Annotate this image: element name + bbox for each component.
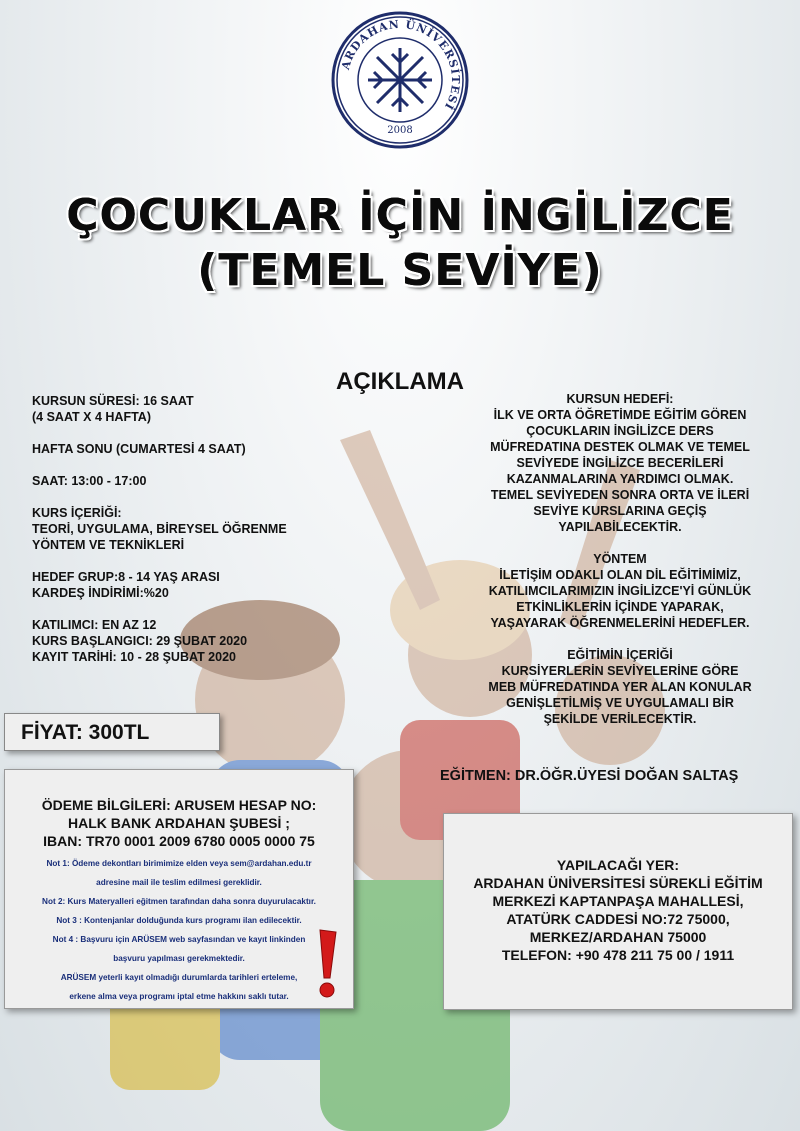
- method-block: YÖNTEM İLETİŞİM ODAKLI OLAN DİL EĞİTİMİMİZ, KATILIMCILARIMIZIN İNGİLİZCE'Yİ GÜNLÜK ETKİNLİKLERİN İÇİNDE YAPARAK, YAŞAYARAK ÖĞRENMELERİNİ HEDEFLER.: [488, 552, 752, 630]
- time-block: SAAT: 13:00 - 17:00: [32, 474, 147, 488]
- content-block: KURS İÇERİĞİ: TEORİ, UYGULAMA, BİREYSEL ÖĞRENME YÖNTEM VE TEKNİKLERİ: [32, 506, 287, 552]
- title-line-2: (TEMEL SEVİYE): [197, 245, 603, 296]
- note-line: Not 1: Ödeme dekontları birimimize elden veya sem@ardahan.edu.tr: [46, 859, 312, 868]
- payment-heading-2: HALK BANK ARDAHAN ŞUBESİ ;: [68, 815, 290, 831]
- section-heading: AÇIKLAMA: [336, 368, 464, 395]
- exclamation-icon: [312, 928, 342, 1000]
- note-line: başvuru yapılması gerekmektedir.: [113, 954, 245, 963]
- schedule-block: HAFTA SONU (CUMARTESİ 4 SAAT): [32, 442, 246, 456]
- goal-block: KURSUN HEDEFİ: İLK VE ORTA ÖĞRETİMDE EĞİTİM GÖREN ÇOCUKLARIN İNGİLİZCE DERS MÜFREDATINA DESTEK OLMAK VE TEMEL SEVİYEDE İNGİLİZCE BECERİLERİ KAZANMALARINA YARDIMCI OLMAK. TEMEL SEVİYEDEN SONRA ORTA VE İLERİ SEVİYE KURSLARINA GEÇİŞ YAPILABİLECEKTİR.: [490, 392, 750, 534]
- note-line: adresine mail ile teslim edilmesi gereklidir.: [96, 878, 262, 887]
- note-line: erkene alma veya programı iptal etme hakkını saklı tutar.: [69, 992, 289, 1001]
- logo-ring-text: ARDAHAN ÜNİVERSİTESİ: [339, 17, 463, 113]
- payment-heading-1: ÖDEME BİLGİLERİ: ARUSEM HESAP NO:: [41, 797, 317, 813]
- payment-info-box: [4, 769, 354, 1009]
- content-block-right: EĞİTİMİN İÇERİĞİ KURSİYERLERİN SEVİYELERİNE GÖRE MEB MÜFREDATINDA YER ALAN KONULAR GENİŞLETİLMİŞ VE UYGULAMALI BİR ŞEKİLDE VERİLECEKTİR.: [488, 648, 752, 726]
- dates-block: KATILIMCI: EN AZ 12 KURS BAŞLANGICI: 29 ŞUBAT 2020 KAYIT TARİHİ: 10 - 28 ŞUBAT 2020: [32, 618, 248, 664]
- note-line: Not 2: Kurs Materyalleri eğitmen tarafından daha sonra duyurulacaktır.: [42, 897, 316, 906]
- payment-iban: IBAN: TR70 0001 2009 6780 0005 0000 75: [43, 833, 315, 849]
- instructor-label: EĞİTMEN: DR.ÖĞR.ÜYESİ DOĞAN SALTAŞ: [440, 768, 739, 784]
- title-line-1: ÇOCUKLAR İÇİN İNGİLİZCE: [66, 190, 734, 241]
- logo-year: 2008: [387, 125, 413, 136]
- target-block: HEDEF GRUP:8 - 14 YAŞ ARASI KARDEŞ İNDİRİMİ:%20: [32, 570, 220, 600]
- duration-block: KURSUN SÜRESİ: 16 SAAT (4 SAAT X 4 HAFTA): [32, 394, 194, 424]
- price-label: FİYAT: 300TL: [4, 713, 220, 751]
- course-objectives: [455, 391, 785, 743]
- location-info-box: YAPILACAĞI YER: ARDAHAN ÜNİVERSİTESİ SÜREKLİ EĞİTİM MERKEZİ KAPTANPAŞA MAHALLESİ, ATATÜRK CADDESİ NO:72 75000, MERKEZ/ARDAHAN 75000 TELEFON: +90 478 211 75 00 / 1911: [443, 813, 793, 1010]
- note-line: Not 3 : Kontenjanlar dolduğunda kurs programı ilan edilecektir.: [56, 916, 302, 925]
- course-details: [32, 393, 332, 681]
- note-line: Not 4 : Başvuru için ARÜSEM web sayfasından ve kayıt linkinden: [52, 935, 306, 944]
- university-logo: [330, 10, 470, 150]
- snowflake-emblem: [368, 48, 432, 112]
- note-line: ARÜSEM yeterli kayıt olmadığı durumlarda tarihleri erteleme,: [60, 973, 298, 982]
